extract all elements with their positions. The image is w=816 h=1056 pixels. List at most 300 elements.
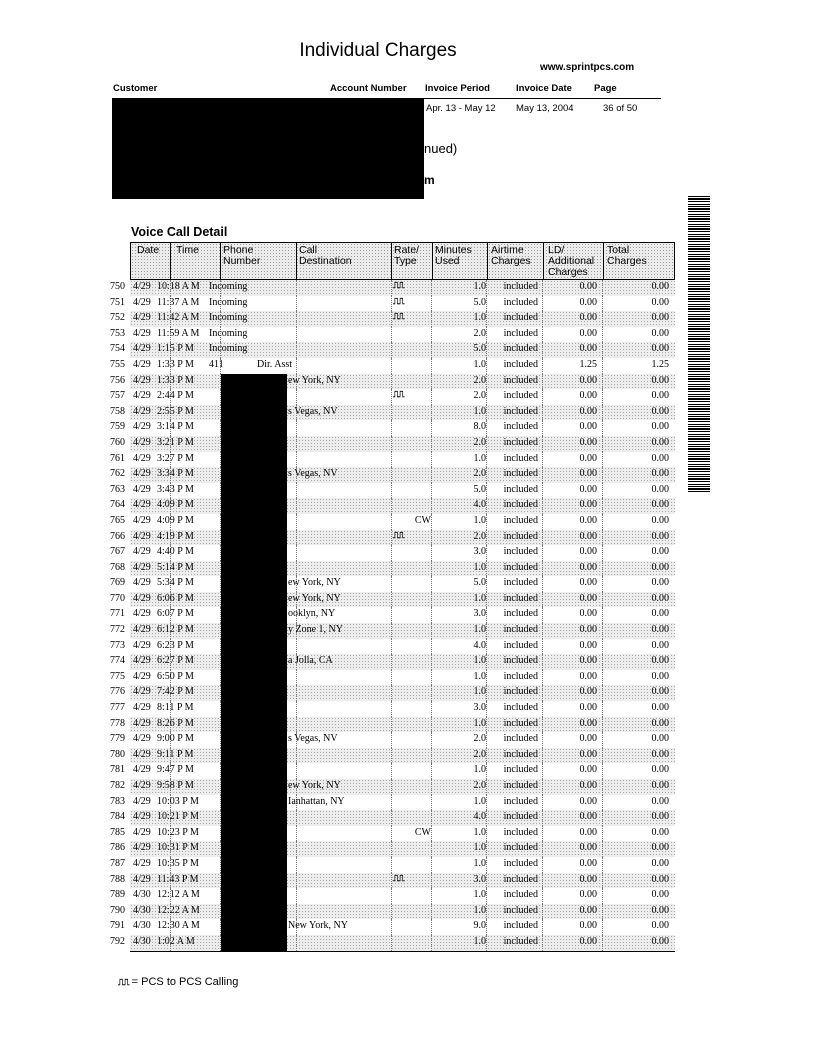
redacted-phone-number	[221, 685, 287, 701]
ld-additional-charges: 1.25	[579, 358, 597, 370]
table-row	[0, 623, 816, 639]
airtime-charges: included	[503, 670, 538, 682]
total-charges: 0.00	[651, 577, 669, 589]
call-time: 6:23 P M	[157, 639, 194, 651]
table-row	[0, 592, 816, 608]
airtime-charges: included	[503, 546, 538, 558]
total-charges: 0.00	[651, 889, 669, 901]
redacted-phone-number	[221, 530, 287, 546]
ld-additional-charges: 0.00	[579, 343, 597, 355]
call-time: 4:40 P M	[157, 546, 194, 558]
total-charges: 0.00	[651, 795, 669, 807]
ld-additional-charges: 0.00	[579, 530, 597, 542]
total-charges: 0.00	[651, 281, 669, 292]
airtime-charges: included	[503, 873, 538, 885]
airtime-charges: included	[503, 577, 538, 589]
call-time: 9:11 P M	[157, 748, 194, 760]
redacted-phone-number	[221, 748, 287, 764]
table-row	[0, 327, 816, 343]
ld-additional-charges: 0.00	[579, 655, 597, 667]
ld-additional-charges: 0.00	[579, 733, 597, 745]
redacted-phone-number	[221, 576, 287, 592]
table-row	[0, 701, 816, 717]
call-time: 11:59 A M	[157, 327, 200, 339]
table-row	[0, 280, 816, 296]
table-row	[0, 935, 816, 951]
call-date: 4/29	[133, 546, 151, 558]
rate-type: CW	[414, 826, 431, 838]
row-number: 780	[110, 748, 125, 760]
row-number: 766	[110, 530, 125, 542]
row-number: 776	[110, 686, 125, 698]
call-time: 11:42 A M	[157, 312, 200, 324]
ld-additional-charges: 0.00	[579, 764, 597, 776]
minutes-used: 2.0	[473, 530, 486, 542]
col-destination: Call Destination	[299, 244, 352, 267]
total-charges: 0.00	[651, 374, 669, 386]
airtime-charges: included	[503, 639, 538, 651]
call-time: 3:43 P M	[157, 483, 194, 495]
invoice-period-label: Invoice Period	[425, 83, 490, 94]
total-charges: 0.00	[651, 421, 669, 433]
ld-additional-charges: 0.00	[579, 421, 597, 433]
total-charges: 0.00	[651, 702, 669, 714]
table-row	[0, 779, 816, 795]
call-time: 12:30 A M	[157, 920, 200, 932]
row-number: 756	[110, 374, 125, 386]
row-number: 760	[110, 436, 125, 448]
ld-additional-charges: 0.00	[579, 296, 597, 308]
redacted-phone-number	[221, 701, 287, 717]
airtime-charges: included	[503, 514, 538, 526]
total-charges: 0.00	[651, 686, 669, 698]
col-total: Total Charges	[607, 244, 647, 267]
table-row	[0, 888, 816, 904]
redacted-phone-number	[221, 841, 287, 857]
row-number: 751	[110, 296, 125, 308]
call-time: 11:43 P M	[157, 873, 199, 885]
redacted-phone-number	[221, 732, 287, 748]
redacted-phone-number	[221, 607, 287, 623]
total-charges: 0.00	[651, 530, 669, 542]
call-destination: s Vegas, NV	[288, 468, 338, 480]
total-charges: 0.00	[651, 624, 669, 636]
row-number: 752	[110, 312, 125, 324]
row-number: 763	[110, 483, 125, 495]
total-charges: 0.00	[651, 405, 669, 417]
airtime-charges: included	[503, 780, 538, 791]
ld-additional-charges: 0.00	[579, 281, 597, 292]
phone-number: Incoming	[209, 327, 248, 339]
row-number: 785	[110, 826, 125, 838]
call-date: 4/29	[133, 390, 151, 402]
table-row	[0, 498, 816, 514]
total-charges: 0.00	[651, 343, 669, 355]
call-time: 3:34 P M	[157, 468, 194, 480]
minutes-used: 1.0	[473, 561, 486, 573]
airtime-charges: included	[503, 436, 538, 448]
airtime-charges: included	[503, 343, 538, 355]
total-charges: 0.00	[651, 499, 669, 511]
ld-additional-charges: 0.00	[579, 405, 597, 417]
call-date: 4/29	[133, 343, 151, 355]
airtime-charges: included	[503, 889, 538, 901]
redacted-phone-number	[221, 483, 287, 499]
call-destination: s Vegas, NV	[288, 405, 338, 417]
ld-additional-charges: 0.00	[579, 483, 597, 495]
call-destination: ooklyn, NY	[288, 608, 336, 620]
minutes-used: 1.0	[473, 842, 486, 854]
call-destination: s Vegas, NV	[288, 733, 338, 745]
row-number: 770	[110, 592, 125, 604]
call-date: 4/29	[133, 795, 151, 807]
table-row	[0, 530, 816, 546]
table-row	[0, 576, 816, 592]
call-date: 4/29	[133, 655, 151, 667]
footnote-text: = PCS to PCS Calling	[131, 976, 239, 988]
ld-additional-charges: 0.00	[579, 546, 597, 558]
redacted-phone-number	[221, 654, 287, 670]
table-row	[0, 826, 816, 842]
table-row	[0, 732, 816, 748]
row-number: 784	[110, 811, 125, 823]
account-number-label: Account Number	[330, 83, 407, 94]
call-time: 4:09 P M	[157, 514, 194, 526]
airtime-charges: included	[503, 795, 538, 807]
minutes-used: 2.0	[473, 780, 486, 791]
airtime-charges: included	[503, 857, 538, 869]
col-time: Time	[176, 244, 199, 256]
call-date: 4/29	[133, 764, 151, 776]
call-date: 4/29	[133, 873, 151, 885]
invoice-date-label: Invoice Date	[516, 83, 572, 94]
table-row	[0, 420, 816, 436]
call-time: 3:27 P M	[157, 452, 194, 464]
table-row	[0, 873, 816, 889]
call-date: 4/29	[133, 826, 151, 838]
call-date: 4/29	[133, 374, 151, 386]
airtime-charges: included	[503, 327, 538, 339]
ld-additional-charges: 0.00	[579, 608, 597, 620]
redacted-phone-number	[221, 623, 287, 639]
airtime-charges: included	[503, 390, 538, 402]
row-number: 768	[110, 561, 125, 573]
airtime-charges: included	[503, 717, 538, 729]
table-row	[0, 607, 816, 623]
airtime-charges: included	[503, 452, 538, 464]
col-date: Date	[137, 244, 160, 256]
table-row	[0, 841, 816, 857]
table-row	[0, 389, 816, 405]
ld-additional-charges: 0.00	[579, 795, 597, 807]
row-number: 765	[110, 514, 125, 526]
call-time: 1:33 P M	[157, 358, 194, 370]
row-number: 767	[110, 546, 125, 558]
redacted-phone-number	[221, 452, 287, 468]
airtime-charges: included	[503, 811, 538, 823]
redacted-phone-number	[221, 717, 287, 733]
airtime-charges: included	[503, 935, 538, 947]
call-time: 4:19 P M	[157, 530, 194, 542]
ld-additional-charges: 0.00	[579, 748, 597, 760]
minutes-used: 3.0	[473, 702, 486, 714]
col-ld-additional: LD/ Additional Charges	[548, 244, 595, 278]
ld-additional-charges: 0.00	[579, 468, 597, 480]
call-date: 4/30	[133, 904, 151, 916]
ld-additional-charges: 0.00	[579, 312, 597, 324]
ld-additional-charges: 0.00	[579, 452, 597, 464]
call-date: 4/29	[133, 499, 151, 511]
ld-additional-charges: 0.00	[579, 811, 597, 823]
redacted-phone-number	[221, 763, 287, 779]
redacted-phone-number	[221, 374, 287, 390]
ld-additional-charges: 0.00	[579, 857, 597, 869]
airtime-charges: included	[503, 499, 538, 511]
call-date: 4/29	[133, 468, 151, 480]
total-charges: 0.00	[651, 748, 669, 760]
minutes-used: 2.0	[473, 436, 486, 448]
redacted-phone-number	[221, 389, 287, 405]
minutes-used: 4.0	[473, 811, 486, 823]
call-time: 6:06 P M	[157, 592, 194, 604]
row-number: 782	[110, 780, 125, 791]
pcs-to-pcs-icon: ⎍⎍	[393, 312, 404, 323]
total-charges: 0.00	[651, 670, 669, 682]
row-number: 787	[110, 857, 125, 869]
call-time: 10:31 P M	[157, 842, 199, 854]
call-time: 6:07 P M	[157, 608, 194, 620]
ld-additional-charges: 0.00	[579, 374, 597, 386]
total-charges: 0.00	[651, 873, 669, 885]
redacted-phone-number	[221, 467, 287, 483]
col-phone: Phone Number	[223, 244, 261, 267]
table-row	[0, 374, 816, 390]
airtime-charges: included	[503, 920, 538, 932]
total-charges: 0.00	[651, 327, 669, 339]
total-charges: 1.25	[651, 358, 669, 370]
total-charges: 0.00	[651, 904, 669, 916]
call-time: 1:15 P M	[157, 343, 194, 355]
airtime-charges: included	[503, 468, 538, 480]
total-charges: 0.00	[651, 468, 669, 480]
minutes-used: 1.0	[473, 717, 486, 729]
minutes-used: 5.0	[473, 577, 486, 589]
minutes-used: 4.0	[473, 499, 486, 511]
ld-additional-charges: 0.00	[579, 670, 597, 682]
row-number: 788	[110, 873, 125, 885]
total-charges: 0.00	[651, 390, 669, 402]
call-date: 4/29	[133, 483, 151, 495]
ld-additional-charges: 0.00	[579, 390, 597, 402]
minutes-used: 3.0	[473, 608, 486, 620]
row-number: 774	[110, 655, 125, 667]
minutes-used: 5.0	[473, 343, 486, 355]
call-date: 4/29	[133, 452, 151, 464]
ld-additional-charges: 0.00	[579, 639, 597, 651]
redacted-phone-number	[221, 888, 287, 904]
phone-number: Incoming	[209, 296, 248, 308]
table-row	[0, 810, 816, 826]
call-destination: New York, NY	[288, 920, 349, 932]
call-date: 4/29	[133, 702, 151, 714]
table-row	[0, 763, 816, 779]
total-charges: 0.00	[651, 655, 669, 667]
airtime-charges: included	[503, 358, 538, 370]
redacted-phone-number	[221, 498, 287, 514]
call-time: 10:21 P M	[157, 811, 199, 823]
airtime-charges: included	[503, 904, 538, 916]
total-charges: 0.00	[651, 780, 669, 791]
pcs-to-pcs-icon: ⎍⎍	[118, 978, 129, 988]
column-header-row	[130, 242, 675, 280]
phone-number: Incoming	[209, 312, 248, 324]
call-time: 6:27 P M	[157, 655, 194, 667]
total-charges: 0.00	[651, 935, 669, 947]
table-row	[0, 311, 816, 327]
call-date: 4/30	[133, 935, 151, 947]
total-charges: 0.00	[651, 561, 669, 573]
row-number: 758	[110, 405, 125, 417]
ld-additional-charges: 0.00	[579, 842, 597, 854]
call-date: 4/30	[133, 920, 151, 932]
airtime-charges: included	[503, 483, 538, 495]
row-number: 778	[110, 717, 125, 729]
page-label: Page	[594, 83, 617, 94]
row-number: 789	[110, 889, 125, 901]
total-charges: 0.00	[651, 764, 669, 776]
footnote	[118, 976, 238, 988]
row-number: 775	[110, 670, 125, 682]
ld-additional-charges: 0.00	[579, 327, 597, 339]
redacted-phone-number	[221, 545, 287, 561]
partial-text-name: m	[424, 173, 435, 187]
call-time: 2:55 P M	[157, 405, 194, 417]
redacted-phone-number	[221, 810, 287, 826]
minutes-used: 5.0	[473, 483, 486, 495]
table-row	[0, 919, 816, 935]
table-row	[0, 685, 816, 701]
minutes-used: 1.0	[473, 452, 486, 464]
call-date: 4/29	[133, 281, 151, 292]
call-date: 4/29	[133, 561, 151, 573]
phone-number: 411	[209, 358, 224, 370]
call-date: 4/29	[133, 514, 151, 526]
call-time: 9:58 P M	[157, 780, 194, 791]
call-date: 4/29	[133, 405, 151, 417]
redacted-phone-number	[221, 561, 287, 577]
row-number: 772	[110, 624, 125, 636]
table-row	[0, 452, 816, 468]
rate-type: CW	[414, 514, 431, 526]
call-date: 4/29	[133, 530, 151, 542]
call-time: 10:03 P M	[157, 795, 199, 807]
total-charges: 0.00	[651, 639, 669, 651]
section-title: Voice Call Detail	[131, 225, 228, 239]
minutes-used: 1.0	[473, 655, 486, 667]
call-time: 12:12 A M	[157, 889, 200, 901]
row-number: 792	[110, 935, 125, 947]
customer-label: Customer	[113, 83, 158, 94]
minutes-used: 2.0	[473, 327, 486, 339]
call-date: 4/29	[133, 296, 151, 308]
redacted-phone-number	[221, 904, 287, 920]
call-time: 10:18 A M	[157, 281, 200, 292]
col-airtime: Airtime Charges	[491, 244, 531, 267]
table-row	[0, 436, 816, 452]
invoice-date-value: May 13, 2004	[516, 103, 574, 114]
airtime-charges: included	[503, 530, 538, 542]
total-charges: 0.00	[651, 811, 669, 823]
redacted-phone-number	[221, 919, 287, 935]
pcs-to-pcs-icon: ⎍⎍	[393, 296, 404, 307]
call-destination: a Jolla, CA	[288, 655, 333, 667]
row-number: 761	[110, 452, 125, 464]
ld-additional-charges: 0.00	[579, 873, 597, 885]
call-date: 4/29	[133, 857, 151, 869]
redacted-phone-number	[221, 436, 287, 452]
minutes-used: 2.0	[473, 748, 486, 760]
ld-additional-charges: 0.00	[579, 780, 597, 791]
row-number: 755	[110, 358, 125, 370]
call-time: 12:22 A M	[157, 904, 200, 916]
redacted-phone-number	[221, 514, 287, 530]
row-number: 777	[110, 702, 125, 714]
airtime-charges: included	[503, 608, 538, 620]
call-date: 4/29	[133, 733, 151, 745]
col-minutes: Minutes Used	[435, 244, 472, 267]
call-destination: Ianhattan, NY	[288, 795, 345, 807]
total-charges: 0.00	[651, 296, 669, 308]
ld-additional-charges: 0.00	[579, 514, 597, 526]
row-number: 753	[110, 327, 125, 339]
row-number: 757	[110, 390, 125, 402]
call-destination: Dir. Asst	[257, 358, 293, 370]
minutes-used: 2.0	[473, 374, 486, 386]
table-row	[0, 904, 816, 920]
redacted-phone-number	[221, 935, 287, 951]
airtime-charges: included	[503, 764, 538, 776]
table-row	[0, 748, 816, 764]
row-number: 790	[110, 904, 125, 916]
call-time: 5:14 P M	[157, 561, 194, 573]
call-date: 4/29	[133, 842, 151, 854]
call-time: 10:35 P M	[157, 857, 199, 869]
call-time: 3:21 P M	[157, 436, 194, 448]
row-number: 791	[110, 920, 125, 932]
document-title: Individual Charges	[299, 40, 457, 61]
call-date: 4/29	[133, 639, 151, 651]
minutes-used: 4.0	[473, 639, 486, 651]
table-row	[0, 358, 816, 374]
table-row	[0, 545, 816, 561]
redacted-phone-number	[221, 405, 287, 421]
call-time: 6:50 P M	[157, 670, 194, 682]
table-row	[0, 717, 816, 733]
total-charges: 0.00	[651, 436, 669, 448]
minutes-used: 1.0	[473, 312, 486, 324]
call-destination: ew York, NY	[288, 780, 341, 791]
total-charges: 0.00	[651, 514, 669, 526]
total-charges: 0.00	[651, 546, 669, 558]
row-number: 769	[110, 577, 125, 589]
call-time: 6:12 P M	[157, 624, 194, 636]
phone-number: Incoming	[209, 343, 248, 355]
pcs-to-pcs-icon: ⎍⎍	[393, 873, 404, 884]
total-charges: 0.00	[651, 920, 669, 932]
call-time: 1:02 A M	[157, 935, 195, 947]
call-date: 4/29	[133, 436, 151, 448]
airtime-charges: included	[503, 624, 538, 636]
